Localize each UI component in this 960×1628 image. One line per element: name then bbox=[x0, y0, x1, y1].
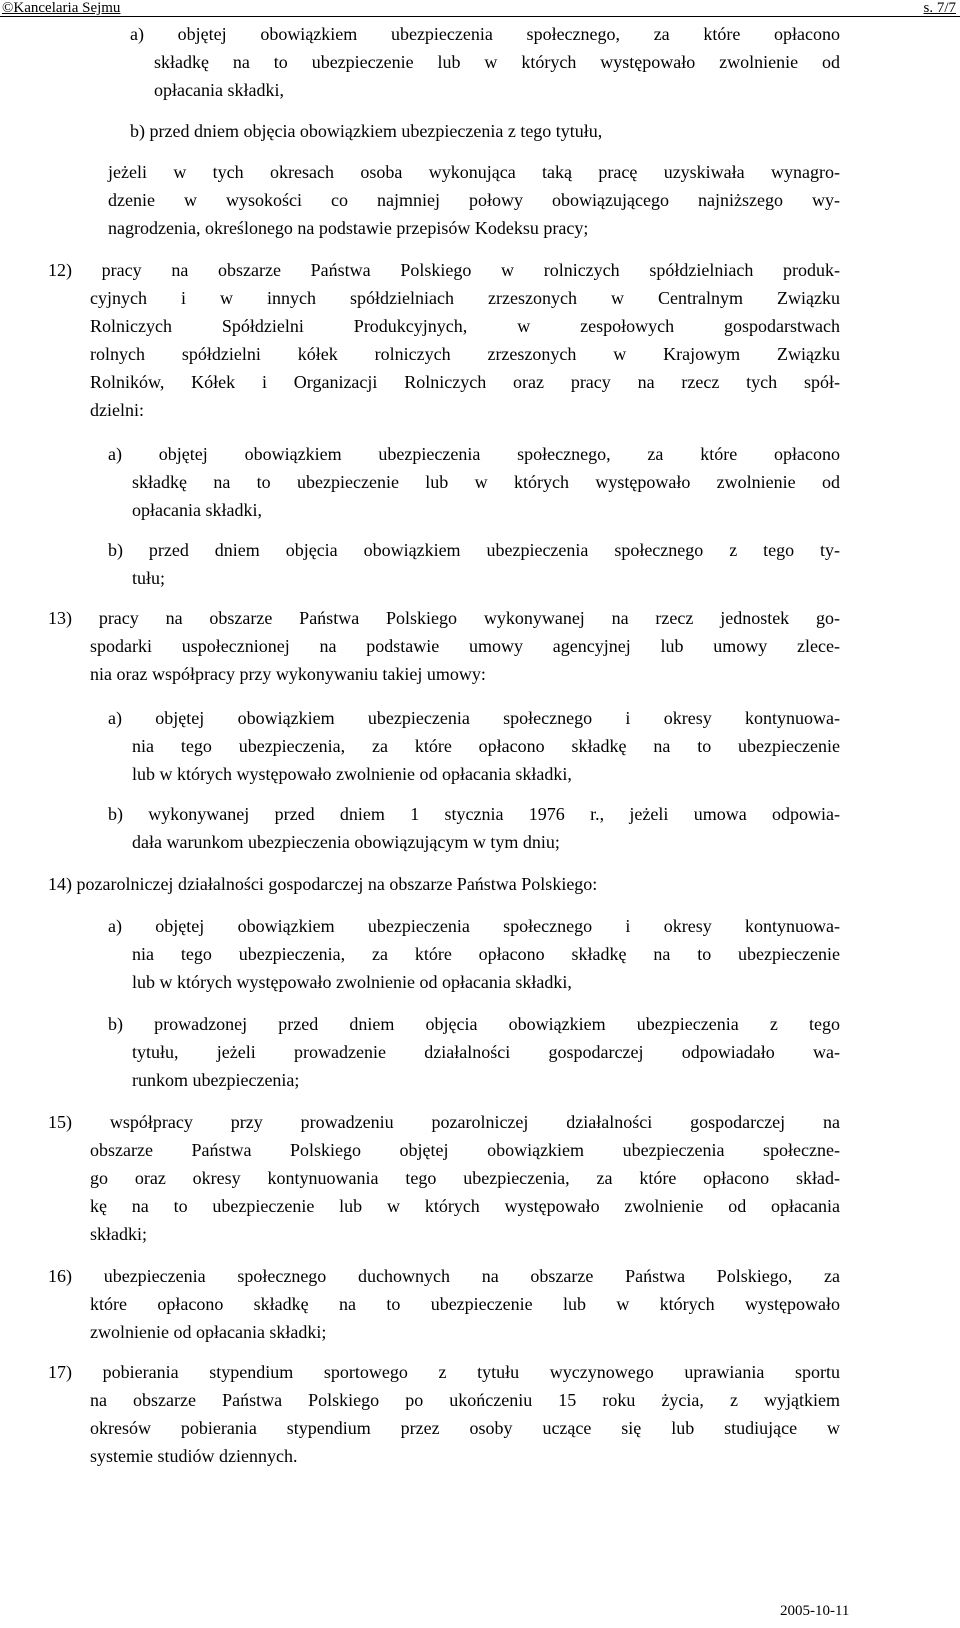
paragraph bbox=[108, 158, 840, 242]
text-line: systemie studiów dziennych. bbox=[90, 1446, 298, 1466]
text-line: runkom ubezpieczenia; bbox=[132, 1070, 300, 1090]
text-line: nia oraz współpracy przy wykonywaniu takiej umowy: bbox=[90, 664, 486, 684]
text-line: jeżeli w tych okresach osoba wykonująca taką pracę uzyskiwała wynagro- bbox=[108, 162, 840, 182]
text-line: b) wykonywanej przed dniem 1 stycznia 1976 r., jeżeli umowa odpowia- bbox=[108, 804, 840, 824]
text-line: a) objętej obowiązkiem ubezpieczenia społecznego i okresy kontynuowa- bbox=[108, 708, 840, 728]
text-line: b) przed dniem objęcia obowiązkiem ubezpieczenia społecznego z tego ty- bbox=[108, 540, 840, 560]
text-line: a) objętej obowiązkiem ubezpieczenia społecznego, za które opłacono bbox=[130, 24, 840, 44]
text-line: lub w których występowało zwolnienie od opłacania składki, bbox=[132, 764, 572, 784]
paragraph bbox=[108, 440, 840, 524]
text-line: Rolniczych Spółdzielni Produkcyjnych, w zespołowych gospodarstwach bbox=[90, 316, 840, 336]
header-page-number-text: s. 7/7 bbox=[923, 0, 956, 16]
text-line: 16) ubezpieczenia społecznego duchownych na obszarze Państwa Polskiego, za bbox=[48, 1266, 840, 1286]
text-line: dzenie w wysokości co najmniej połowy obowiązującego najniższego wy- bbox=[108, 190, 840, 210]
text-line: rolnych spółdzielni kółek rolniczych zrzeszonych w Krajowym Związku bbox=[90, 344, 840, 364]
paragraph bbox=[130, 117, 840, 145]
text-line: a) objętej obowiązkiem ubezpieczenia społecznego i okresy kontynuowa- bbox=[108, 916, 840, 936]
paragraph bbox=[108, 1010, 840, 1094]
text-line: opłacania składki, bbox=[154, 80, 284, 100]
paragraph bbox=[48, 1358, 840, 1470]
header-copyright bbox=[2, 0, 120, 17]
paragraph bbox=[48, 870, 840, 898]
text-line: okresów pobierania stypendium przez osoby uczące się lub studiujące w bbox=[90, 1418, 840, 1438]
footer-date: 2005-10-11 bbox=[780, 1603, 850, 1619]
text-line: Rolników, Kółek i Organizacji Rolniczych oraz pracy na rzecz tych spół- bbox=[90, 372, 840, 392]
text-line: 14) pozarolniczej działalności gospodarczej na obszarze Państwa Polskiego: bbox=[48, 874, 598, 894]
text-line: b) prowadzonej przed dniem objęcia obowiązkiem ubezpieczenia z tego bbox=[108, 1014, 840, 1034]
text-line: spodarki uspołecznionej na podstawie umowy agencyjnej lub umowy zlece- bbox=[90, 636, 840, 656]
text-line: nia tego ubezpieczenia, za które opłacono składkę na to ubezpieczenie bbox=[132, 736, 840, 756]
paragraph bbox=[108, 800, 840, 856]
paragraph bbox=[48, 1108, 840, 1248]
text-line: lub w których występowało zwolnienie od opłacania składki, bbox=[132, 972, 572, 992]
paragraph bbox=[108, 704, 840, 788]
text-line: opłacania składki, bbox=[132, 500, 262, 520]
paragraph bbox=[130, 20, 840, 104]
text-line: na obszarze Państwa Polskiego po ukończeniu 15 roku życia, z wyjątkiem bbox=[90, 1390, 840, 1410]
text-line: 17) pobierania stypendium sportowego z tytułu wyczynowego uprawiania sportu bbox=[48, 1362, 840, 1382]
text-line: obszarze Państwa Polskiego objętej obowiązkiem ubezpieczenia społeczne- bbox=[90, 1140, 840, 1160]
paragraph bbox=[48, 256, 840, 424]
paragraph bbox=[108, 912, 840, 996]
text-line: 12) pracy na obszarze Państwa Polskiego w rolniczych spółdzielniach produk- bbox=[48, 260, 840, 280]
text-line: składki; bbox=[90, 1224, 147, 1244]
text-line: zwolnienie od opłacania składki; bbox=[90, 1322, 327, 1342]
paragraph bbox=[48, 604, 840, 688]
text-line: dała warunkom ubezpieczenia obowiązującym w tym dniu; bbox=[132, 832, 560, 852]
text-line: a) objętej obowiązkiem ubezpieczenia społecznego, za które opłacono bbox=[108, 444, 840, 464]
text-line: go oraz okresy kontynuowania tego ubezpieczenia, za które opłacono skład- bbox=[90, 1168, 840, 1188]
text-line: cyjnych i w innych spółdzielniach zrzeszonych w Centralnym Związku bbox=[90, 288, 840, 308]
paragraph bbox=[108, 536, 840, 592]
header-copyright-text: ©Kancelaria Sejmu bbox=[2, 0, 121, 16]
text-line: nia tego ubezpieczenia, za które opłacono składkę na to ubezpieczenie bbox=[132, 944, 840, 964]
text-line: składkę na to ubezpieczenie lub w których występowało zwolnienie od bbox=[154, 52, 840, 72]
header-page-number bbox=[923, 0, 956, 17]
header-rule bbox=[0, 16, 960, 17]
text-line: tułu; bbox=[132, 568, 166, 588]
text-line: b) przed dniem objęcia obowiązkiem ubezpieczenia z tego tytułu, bbox=[130, 121, 603, 141]
text-line: nagrodzenia, określonego na podstawie przepisów Kodeksu pracy; bbox=[108, 218, 589, 238]
text-line: kę na to ubezpieczenie lub w których występowało zwolnienie od opłacania bbox=[90, 1196, 840, 1216]
text-line: dzielni: bbox=[90, 400, 144, 420]
text-line: składkę na to ubezpieczenie lub w których występowało zwolnienie od bbox=[132, 472, 840, 492]
text-line: 15) współpracy przy prowadzeniu pozarolniczej działalności gospodarczej na bbox=[48, 1112, 840, 1132]
text-line: tytułu, jeżeli prowadzenie działalności gospodarczej odpowiadało wa- bbox=[132, 1042, 840, 1062]
text-line: które opłacono składkę na to ubezpieczenie lub w których występowało bbox=[90, 1294, 840, 1314]
paragraph bbox=[48, 1262, 840, 1346]
text-line: 13) pracy na obszarze Państwa Polskiego wykonywanej na rzecz jednostek go- bbox=[48, 608, 840, 628]
